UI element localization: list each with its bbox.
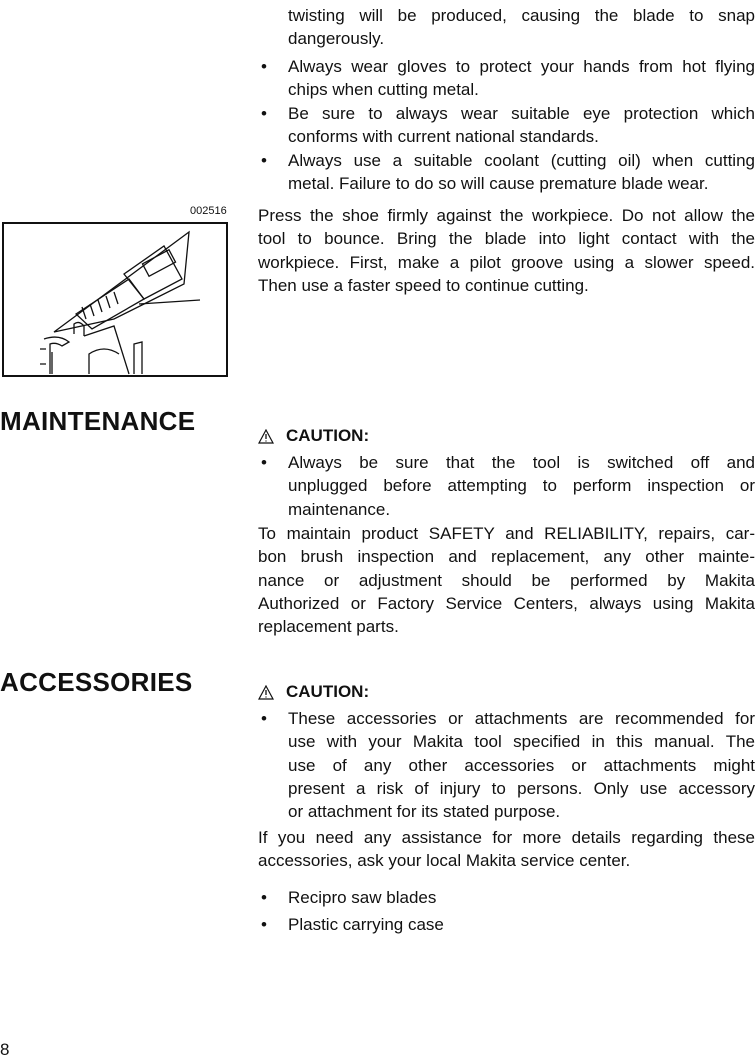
text-line: Recipro saw blades — [288, 888, 437, 907]
accessories-heading: ACCESSORIES — [0, 667, 193, 697]
text-line: replacement parts. — [258, 617, 399, 637]
accessories-caution — [258, 682, 369, 702]
maintenance-caution — [258, 426, 369, 446]
text-line: bon brush inspection and replacement, any other mainte- — [258, 547, 755, 567]
accessory-item — [261, 913, 755, 936]
bullet-glyph: • — [261, 709, 267, 728]
bullet-item — [261, 451, 755, 521]
text-line: These accessories or attachments are recommended for — [288, 709, 755, 728]
bullet-glyph: • — [261, 151, 267, 170]
text-line: Always use a suitable coolant (cutting oil) when cutting — [288, 151, 755, 170]
text-line: Plastic carrying case — [288, 915, 444, 934]
text-line: Press the shoe firmly against the workpiece. Do not allow the — [258, 206, 755, 225]
bullet-item — [261, 707, 755, 823]
caution-label: CAUTION: — [286, 426, 370, 445]
saw-illustration — [2, 222, 228, 377]
maintenance-heading: MAINTENANCE — [0, 406, 196, 436]
intro-continuation — [288, 4, 755, 51]
maintenance-paragraph — [258, 522, 755, 638]
text-line: Always be sure that the tool is switched off and — [288, 453, 755, 472]
text-line: conforms with current national standards. — [288, 127, 599, 147]
text-line: workpiece. First, make a pilot groove using a slower speed. — [258, 252, 755, 272]
text-line: use with your Makita tool specified in this manual. The — [288, 732, 755, 752]
bullet-item — [261, 55, 755, 102]
text-line: accessories, ask your local Makita service center. — [258, 851, 631, 871]
bullet-glyph: • — [261, 57, 267, 76]
bullet-glyph: • — [261, 888, 267, 907]
text-line: Then use a faster speed to continue cutting. — [258, 275, 589, 295]
bullet-item — [261, 149, 755, 196]
operation-paragraph — [258, 204, 755, 297]
text-line: maintenance. — [288, 499, 391, 519]
bullet-glyph: • — [261, 453, 267, 472]
accessories-paragraph — [258, 826, 755, 873]
text-line: To maintain product SAFETY and RELIABILITY, repairs, car- — [258, 524, 755, 543]
text-line: If you need any assistance for more details regarding these — [258, 828, 755, 847]
figure-id: 002516 — [190, 205, 227, 217]
text-line: unplugged before attempting to perform inspection or — [288, 476, 755, 496]
text-line: Be sure to always wear suitable eye protection which — [288, 104, 755, 123]
text-line: or attachment for its stated purpose. — [288, 802, 561, 822]
text-line: Always wear gloves to protect your hands from hot flying — [288, 57, 755, 76]
warning-triangle-icon — [258, 685, 274, 700]
bullet-glyph: • — [261, 915, 267, 934]
text-line: twisting will be produced, causing the blade to snap — [288, 6, 755, 25]
bullet-item — [261, 102, 755, 149]
text-line: tool to bounce. Bring the blade into light contact with the — [258, 229, 755, 249]
text-line: chips when cutting metal. — [288, 80, 479, 100]
bullet-glyph: • — [261, 104, 267, 123]
text-line: metal. Failure to do so will cause premature blade wear. — [288, 174, 709, 194]
page-number: 8 — [0, 1040, 10, 1059]
caution-label: CAUTION: — [286, 682, 370, 701]
text-line: use of any other accessories or attachments might — [288, 755, 755, 775]
text-line: present a risk of injury to persons. Only use accessory — [288, 778, 755, 798]
text-line: dangerously. — [288, 29, 385, 49]
accessory-item — [261, 886, 755, 909]
warning-triangle-icon — [258, 429, 274, 444]
text-line: nance or adjustment should be performed by Makita — [258, 570, 755, 590]
text-line: Authorized or Factory Service Centers, always using Makita — [258, 593, 755, 613]
